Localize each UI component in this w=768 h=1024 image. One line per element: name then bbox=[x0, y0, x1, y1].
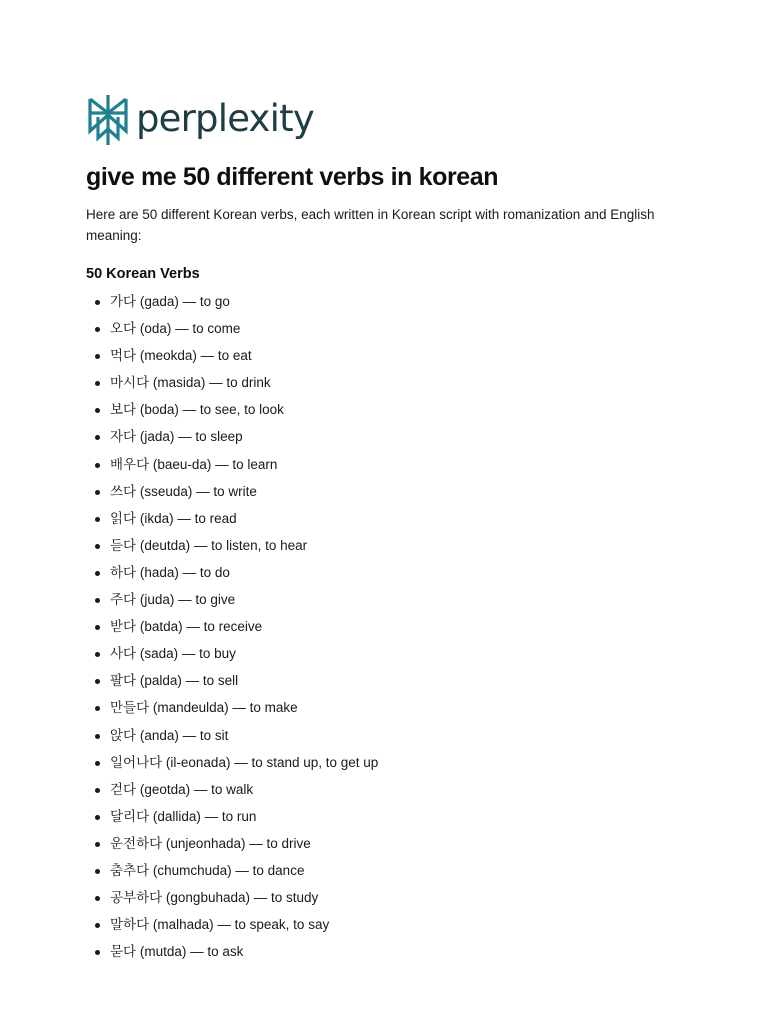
verb-text: 사다 (sada) — to buy bbox=[110, 646, 236, 662]
verb-text: 읽다 (ikda) — to read bbox=[110, 510, 237, 526]
bullet-icon bbox=[95, 923, 100, 928]
list-item bbox=[86, 427, 686, 454]
bullet-icon bbox=[95, 896, 100, 901]
bullet-icon bbox=[95, 788, 100, 793]
bullet-icon bbox=[95, 327, 100, 332]
page-title: give me 50 different verbs in korean bbox=[86, 163, 499, 191]
verb-text: 자다 (jada) — to sleep bbox=[110, 429, 243, 445]
verb-text: 받다 (batda) — to receive bbox=[110, 619, 263, 635]
verb-text: 공부하다 (gongbuhada) — to study bbox=[110, 890, 319, 906]
bullet-icon bbox=[95, 734, 100, 739]
bullet-icon bbox=[95, 706, 100, 711]
bullet-icon bbox=[95, 815, 100, 820]
list-item bbox=[86, 455, 686, 482]
bullet-icon bbox=[95, 761, 100, 766]
list-item bbox=[86, 400, 686, 427]
verb-list bbox=[86, 292, 686, 969]
perplexity-logo-icon bbox=[86, 93, 130, 147]
bullet-icon bbox=[95, 571, 100, 576]
bullet-icon bbox=[95, 517, 100, 522]
bullet-icon bbox=[95, 408, 100, 413]
verb-text: 오다 (oda) — to come bbox=[110, 321, 241, 337]
list-item bbox=[86, 698, 686, 725]
list-item bbox=[86, 807, 686, 834]
bullet-icon bbox=[95, 679, 100, 684]
bullet-icon bbox=[95, 490, 100, 495]
brand-logo bbox=[86, 92, 686, 148]
bullet-icon bbox=[95, 300, 100, 305]
verb-text: 만들다 (mandeulda) — to make bbox=[110, 700, 298, 716]
verb-text: 먹다 (meokda) — to eat bbox=[110, 348, 252, 364]
verb-text: 일어나다 (il-eonada) — to stand up, to get up bbox=[110, 754, 379, 770]
bullet-icon bbox=[95, 869, 100, 874]
verb-text: 팔다 (palda) — to sell bbox=[110, 673, 239, 689]
verb-text: 듣다 (deutda) — to listen, to hear bbox=[110, 537, 308, 553]
verb-text: 묻다 (mutda) — to ask bbox=[110, 944, 244, 960]
list-item bbox=[86, 373, 686, 400]
bullet-icon bbox=[95, 652, 100, 657]
verb-text: 마시다 (masida) — to drink bbox=[110, 375, 271, 391]
list-item bbox=[86, 590, 686, 617]
list-item bbox=[86, 780, 686, 807]
bullet-icon bbox=[95, 354, 100, 359]
bullet-icon bbox=[95, 381, 100, 386]
list-item bbox=[86, 319, 686, 346]
intro-paragraph: Here are 50 different Korean verbs, each written in Korean script with romanization and English meaning: bbox=[86, 207, 655, 243]
list-item bbox=[86, 617, 686, 644]
verb-text: 쓰다 (sseuda) — to write bbox=[110, 483, 257, 499]
bullet-icon bbox=[95, 842, 100, 847]
list-item bbox=[86, 861, 686, 888]
list-item bbox=[86, 509, 686, 536]
list-item bbox=[86, 536, 686, 563]
verb-text: 가다 (gada) — to go bbox=[110, 294, 230, 309]
verb-text: 하다 (hada) — to do bbox=[110, 564, 230, 580]
bullet-icon bbox=[95, 950, 100, 955]
list-item bbox=[86, 346, 686, 373]
bullet-icon bbox=[95, 598, 100, 603]
verb-text: 운전하다 (unjeonhada) — to drive bbox=[110, 835, 311, 851]
list-item bbox=[86, 482, 686, 509]
list-item bbox=[86, 726, 686, 753]
list-item bbox=[86, 753, 686, 780]
list-item bbox=[86, 644, 686, 671]
list-item bbox=[86, 834, 686, 861]
verb-text: 앉다 (anda) — to sit bbox=[110, 727, 229, 743]
list-item bbox=[86, 563, 686, 590]
verb-text: 말하다 (malhada) — to speak, to say bbox=[110, 917, 330, 933]
list-item bbox=[86, 292, 686, 319]
bullet-icon bbox=[95, 435, 100, 440]
verb-text: 주다 (juda) — to give bbox=[110, 592, 236, 608]
verb-text: 춤추다 (chumchuda) — to dance bbox=[110, 862, 305, 878]
list-item bbox=[86, 671, 686, 698]
verb-text: 달리다 (dallida) — to run bbox=[110, 808, 257, 824]
section-heading: 50 Korean Verbs bbox=[86, 266, 200, 282]
list-item bbox=[86, 942, 686, 969]
verb-text: 보다 (boda) — to see, to look bbox=[110, 402, 284, 418]
verb-text: 배우다 (baeu-da) — to learn bbox=[110, 456, 278, 472]
bullet-icon bbox=[95, 544, 100, 549]
verb-text: 걷다 (geotda) — to walk bbox=[110, 781, 254, 797]
bullet-icon bbox=[95, 463, 100, 468]
list-item bbox=[86, 915, 686, 942]
list-item bbox=[86, 888, 686, 915]
document-page bbox=[86, 92, 686, 969]
brand-wordmark: perplexity bbox=[136, 96, 314, 140]
bullet-icon bbox=[95, 625, 100, 630]
